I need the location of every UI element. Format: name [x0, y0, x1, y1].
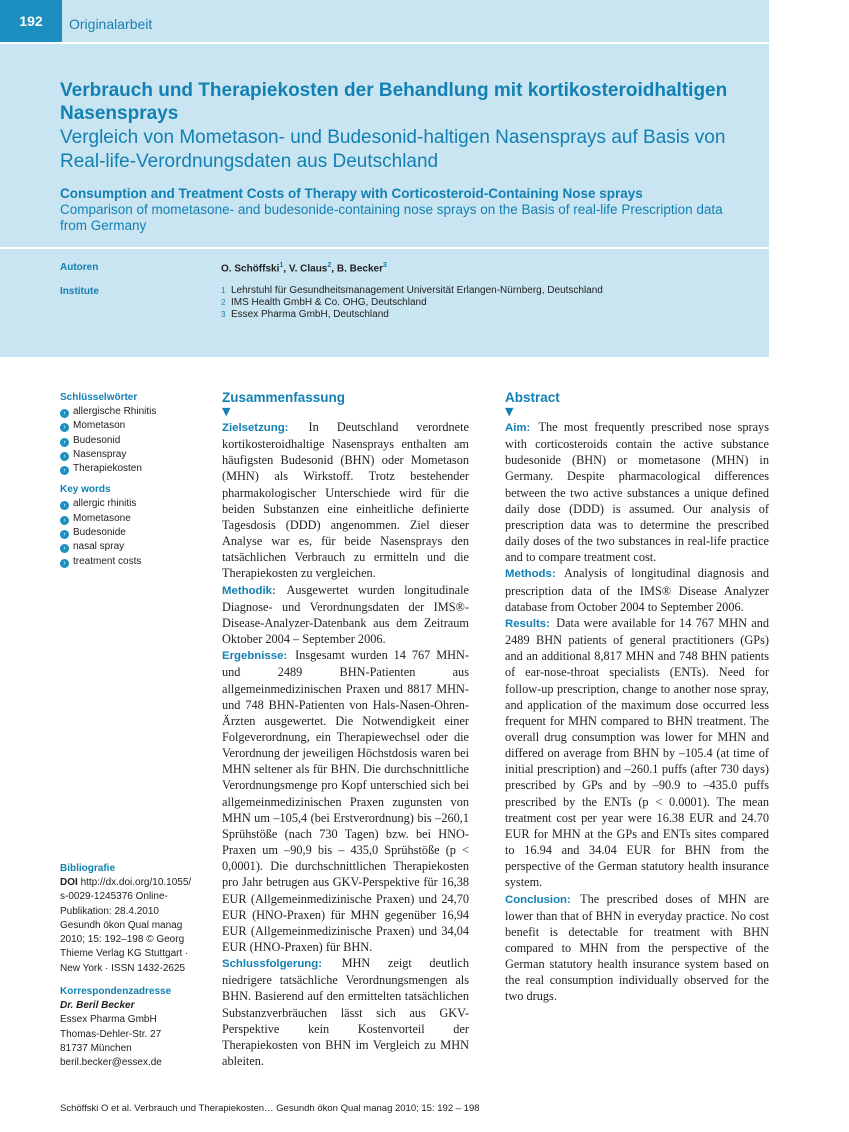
page-number: 192	[0, 0, 62, 42]
author-list: O. Schöffski$^1$, V. Claus$^2$, B. Becker$^3$	[221, 262, 387, 275]
biblio-line: Gesundh ökon Qual manag	[60, 919, 183, 931]
article-title: Verbrauch und Therapiekosten der Behandlung mit kortikosteroidhaltigen Nasensprays	[60, 80, 728, 124]
keyword-item	[60, 462, 210, 476]
keyword-item	[60, 434, 210, 448]
page-footer: Schöffski O et al. Verbrauch und Therapiekosten… Gesundh ökon Qual manag 2010; 15: 192 – 198	[60, 1103, 480, 1114]
bibliography-heading: Bibliografie	[60, 863, 116, 874]
keyword-text: Mometason	[73, 420, 126, 432]
biblio-line: Publikation: 28.4.2010	[60, 905, 159, 917]
section-label: Schlussfolgerung:	[222, 958, 322, 971]
abstract-section	[505, 419, 769, 565]
institutes-label: Institute	[60, 286, 99, 297]
institute-item	[221, 309, 603, 321]
keyword-item	[60, 512, 210, 526]
abstract-section	[222, 582, 469, 648]
header-bar	[0, 0, 769, 42]
institute-text: Lehrstuhl für Gesundheitsmanagement Universität Erlangen-Nürnberg, Deutschland	[231, 285, 603, 296]
keyword-item	[60, 555, 210, 569]
institute-number: 1	[221, 286, 226, 295]
keyword-text: allergic rhinitis	[73, 498, 137, 510]
bullet-arrow-icon: ›	[60, 409, 69, 418]
abstract-section	[222, 419, 469, 582]
keyword-text: Nasenspray	[73, 448, 127, 460]
section-label: Methodik:	[222, 584, 276, 597]
triangle-down-icon: ▼	[505, 405, 514, 418]
section-label: Originalarbeit	[69, 16, 153, 32]
keyword-item	[60, 448, 210, 462]
doi-link[interactable]: http://dx.doi.org/10.1055/	[80, 877, 192, 888]
section-text: The most frequently prescribed nose sprays with corticosteroids contain the active substance budesonide (BHN) or mometasone (MHN) in Germany. Despite pharmacological differences between the two active substances a unique defined daily dose (DDD) is assumed. Our analysis of prescription data was to determine the prescribed daily doses of the two substances in real-life practice and to compare treatment cost.	[505, 420, 769, 565]
bullet-arrow-icon: ›	[60, 516, 69, 525]
correspondence-line: 81737 München	[60, 1042, 132, 1054]
author-affiliation-number: 2	[327, 262, 332, 269]
authors-label: Autoren	[60, 262, 99, 273]
correspondence-email[interactable]: beril.becker@essex.de	[60, 1057, 162, 1069]
abstract-section	[505, 565, 769, 614]
bullet-arrow-icon: ›	[60, 438, 69, 447]
institute-number: 2	[221, 298, 226, 307]
author-name: V. Claus	[288, 263, 328, 275]
section-label: Methods:	[505, 568, 556, 581]
keyword-text: Therapiekosten	[73, 463, 142, 475]
keyword-item	[60, 405, 210, 419]
keyword-item	[60, 497, 210, 511]
article-subtitle: Vergleich von Mometason- und Budesonid-haltigen Nasensprays auf Basis von Real-life-Verordnungsdaten aus Deutschland	[60, 127, 726, 172]
abstract-section	[222, 955, 469, 1069]
author-name: O. Schöffski	[221, 263, 280, 275]
section-label: Aim:	[505, 422, 531, 434]
section-label: Results:	[505, 617, 550, 630]
biblio-line: New York · ISSN 1432-2625	[60, 962, 186, 974]
abstract-body	[505, 419, 769, 1005]
institute-number: 3	[221, 310, 226, 319]
keywords-sidebar	[60, 392, 210, 569]
author-affiliation-number: 3	[382, 262, 387, 269]
institute-item	[221, 297, 603, 309]
correspondence-line: Thomas-Dehler-Str. 27	[60, 1028, 162, 1040]
biblio-line	[60, 876, 210, 890]
bullet-arrow-icon: ›	[60, 423, 69, 432]
keywords-heading: Key words	[60, 484, 111, 496]
section-label: Ergebnisse:	[222, 650, 288, 663]
zusammenfassung-column	[222, 390, 469, 1069]
schluesselwoerter-heading: Schlüsselwörter	[60, 392, 138, 403]
section-text: MHN zeigt deutlich niedrigere tatsächliche Verordnungsmengen als BHN. Basierend auf den ermittelten tatsächlichen Substanzverbräuchen lässt sich aus GKV-Perspektive kein Kostenvorteil der Therapiekosten von BHN im Vergleich zu MHN ableiten.	[222, 956, 470, 1069]
abstract-column	[505, 390, 769, 1005]
section-text: In Deutschland verordnete kortikosteroidhaltige Nasensprays enthalten am häufigsten Budesonid (BHN) oder Mometason (MHN) als Wirkstoff. Trotz bestehender pharmakologischer Unterschiede wird für die beiden Substanzen eine einheitliche definierte Tagesdosis (DDD) angenommen. Ziel dieser Analyse war es, für beide Nasensprays den tatsächlichen Verbrauch zu ermitteln und die Therapiekosten zu vergleichen.	[222, 420, 469, 581]
institute-list	[221, 285, 603, 321]
keyword-item	[60, 419, 210, 433]
keyword-text: allergische Rhinitis	[73, 406, 157, 417]
bullet-arrow-icon: ›	[60, 544, 69, 553]
english-subtitle: Comparison of mometasone- and budesonide-containing nose sprays on the Basis of real-life Prescription data from Germany	[60, 202, 723, 233]
institute-item	[221, 285, 603, 297]
zusammenfassung-body	[222, 419, 469, 1069]
bullet-arrow-icon: ›	[60, 466, 69, 475]
keyword-text: treatment costs	[73, 555, 142, 567]
section-text: Data were available for 14 767 MHN and 2489 BHN patients of general practitioners (GPs) and an additional 8,817 MHN and 748 BHN patients of ear-nose-throat specialists (ENTs). Need for follow-up prescription, change to another nose spray, and application of the maximum dose occurred less frequent for MHN compared to BHN treatment. The overall drug consumption was lower for MHN and differed on average from BHN by –105.4 (at time of initial prescription) and –260.1 puffs (after 730 days) prescribed by GPs and by –90.9 to –435.0 puffs prescribed by the ENTs (p < 0.0001). The mean treatment cost per year were 16.38 EUR and 24.70 EUR for MHN at the GPs and ENTs sites compared to 16.94 and 34.04 EUR for BHN from the perspective of the German statutory health insurance system.	[505, 615, 769, 890]
bullet-arrow-icon: ›	[60, 501, 69, 510]
bullet-arrow-icon: ›	[60, 559, 69, 568]
section-text: Ausgewertet wurden longitudinale Diagnose- und Verordnungsdaten der IMS®-Disease-Analyzer-Datenbank aus dem Zeitraum Oktober 2004 – September 2006.	[222, 582, 469, 647]
keyword-item	[60, 540, 210, 554]
correspondence-block	[60, 986, 210, 1070]
institute-text: Essex Pharma GmbH, Deutschland	[231, 309, 389, 320]
doi-label: DOI	[60, 877, 78, 888]
abstract-section	[222, 647, 469, 955]
section-label: Zielsetzung:	[222, 422, 289, 434]
section-text: Analysis of longitudinal diagnosis and prescription data of the IMS® Disease Analyzer database from October 2004 to September 2006.	[505, 566, 769, 614]
biblio-line: 2010; 15: 192–198 © Georg	[60, 934, 185, 946]
author-affiliation-number: 1	[279, 262, 284, 269]
abstract-heading: Abstract	[505, 390, 560, 405]
zusammenfassung-heading: Zusammenfassung	[222, 390, 346, 405]
section-label: Conclusion:	[505, 893, 571, 906]
biblio-line: s-0029-1245376 Online-	[60, 891, 168, 903]
triangle-down-icon: ▼	[222, 405, 231, 418]
author-name: B. Becker	[336, 263, 383, 275]
keyword-text: Budesonide	[73, 527, 126, 539]
section-text: The prescribed doses of MHN are lower than that of BHN in everyday practice. No cost benefit is detectable for treatment with BHN compared to MHN from the perspective of the German statutory health insurance system based on the real consumption individually observed for the two drugs.	[505, 891, 769, 1004]
correspondence-heading: Korrespondenzadresse	[60, 986, 172, 997]
section-text: Insgesamt wurden 14 767 MHN- und 2489 BHN-Patienten aus allgemeinmedizinischen Praxen und 8817 MHN- und 748 BHN-Patienten von Hals-Nasen-Ohren-Ärzten ausgewertet. Die Notwendigkeit einer Folgeverordnung, ein Therapiewechsel oder die Verordnung der jeweiligen Höchstdosis waren bei MHN seltener als für BHN. Die durchschnittliche Verordnungsmenge pro Kopf unterschied sich bei allgemeinmedizinischen Praxen zugunsten von MHN um –105,4 (bei Erstverordnung) bis –260,1 Sprühstöße (nach 730 Tagen) bzw. bei HNO-Praxen um –90,9 bis – 435,0 Sprühstöße (p < 0,0001). Die durchschnittlichen Therapiekosten pro Jahr betrugen aus GKV-Perspektive für 16,38 EUR (Allgemeinmedizinische Praxen) und 24,70 EUR (HNO-Praxen) für MHN gegenüber 16,94 EUR (Allgemeinmedizinische Praxen) und 34,04 EUR (HNO-Praxen) für BHN.	[222, 648, 469, 954]
bullet-arrow-icon: ›	[60, 530, 69, 539]
keyword-text: Budesonid	[73, 434, 121, 446]
bullet-arrow-icon: ›	[60, 452, 69, 461]
title-box	[0, 44, 769, 247]
correspondence-line: Essex Pharma GmbH	[60, 1014, 157, 1026]
keyword-text: Mometasone	[73, 512, 131, 524]
abstract-section	[505, 615, 769, 891]
keyword-item	[60, 526, 210, 540]
biblio-line: Thieme Verlag KG Stuttgart ·	[60, 948, 189, 960]
correspondence-name: Dr. Beril Becker	[60, 1000, 135, 1011]
authors-box	[0, 249, 769, 357]
english-title: Consumption and Treatment Costs of Therapy with Corticosteroid-Containing Nose sprays	[60, 186, 643, 201]
keyword-text: nasal spray	[73, 541, 125, 553]
bibliography-block	[60, 863, 210, 976]
institute-text: IMS Health GmbH & Co. OHG, Deutschland	[231, 297, 427, 308]
abstract-section	[505, 891, 769, 1005]
